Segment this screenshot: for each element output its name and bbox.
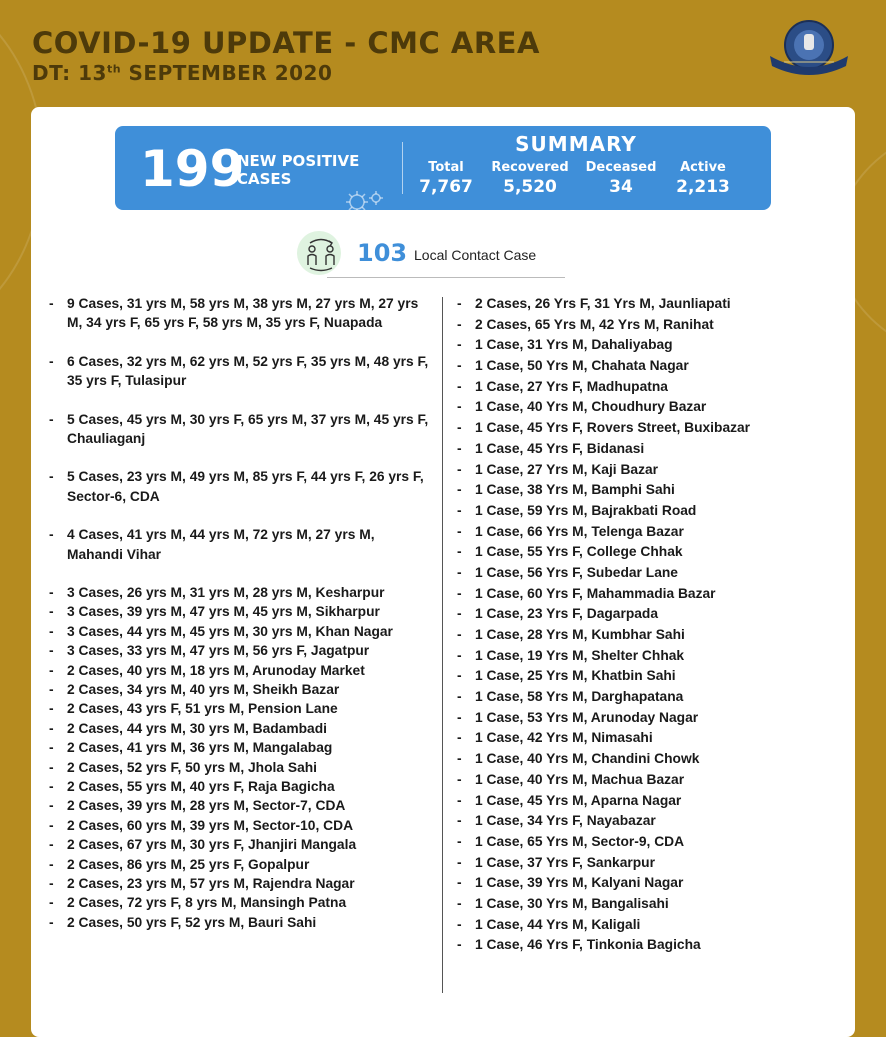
stat-total-label: Total [428,160,464,175]
list-item: - 1 Case, 38 Yrs M, Bamphi Sahi [455,480,851,501]
list-item: - 1 Case, 40 Yrs M, Choudhury Bazar [455,397,851,418]
new-positive-count: 199 [140,140,245,198]
list-item: - 5 Cases, 45 yrs M, 30 yrs F, 65 yrs M, 37 yrs M, 45 yrs F, Chauliaganj [47,410,433,449]
list-item: - 1 Case, 28 Yrs M, Kumbhar Sahi [455,625,851,646]
list-item: - 3 Cases, 39 yrs M, 47 yrs M, 45 yrs M, Sikharpur [47,602,433,621]
virus-icon [341,186,387,216]
new-positive-label: NEW POSITIVE CASES [237,152,360,188]
list-item: - 2 Cases, 67 yrs M, 30 yrs F, Jhanjiri Mangala [47,835,433,854]
right-case-list [455,294,851,956]
list-item: - 2 Cases, 65 Yrs M, 42 Yrs M, Ranihat [455,315,851,336]
list-item: - 9 Cases, 31 yrs M, 58 yrs M, 38 yrs M, 27 yrs M, 27 yrs M, 34 yrs F, 65 yrs F, 58 yrs M, 35 yrs F, Nuapada [47,294,433,333]
local-contact-underline [327,277,565,278]
date-suffix-ordinal: th [106,62,122,76]
list-item: - 2 Cases, 50 yrs F, 52 yrs M, Bauri Sahi [47,913,433,932]
cmc-logo-icon [768,18,850,76]
list-item: - 5 Cases, 23 yrs M, 49 yrs M, 85 yrs F, 44 yrs F, 26 yrs F, Sector-6, CDA [47,467,433,506]
stat-active-value: 2,213 [676,177,730,197]
list-item: - 1 Case, 40 Yrs M, Chandini Chowk [455,749,851,770]
list-item: - 1 Case, 55 Yrs F, College Chhak [455,542,851,563]
list-item: - 1 Case, 58 Yrs M, Darghapatana [455,687,851,708]
stat-recovered-label: Recovered [491,160,569,175]
list-item: - 6 Cases, 32 yrs M, 62 yrs M, 52 yrs F, 35 yrs M, 48 yrs F, 35 yrs F, Tulasipur [47,352,433,391]
list-item: - 1 Case, 23 Yrs F, Dagarpada [455,604,851,625]
content-card [31,107,855,1037]
stat-total [415,160,477,197]
list-item: - 2 Cases, 43 yrs F, 51 yrs M, Pension Lane [47,699,433,718]
local-contact-header [297,229,567,279]
list-item: - 3 Cases, 44 yrs M, 45 yrs M, 30 yrs M, Khan Nagar [47,622,433,641]
list-item: - 1 Case, 60 Yrs F, Mahammadia Bazar [455,584,851,605]
stat-active [669,160,737,197]
list-item: - 2 Cases, 41 yrs M, 36 yrs M, Mangalabag [47,738,433,757]
left-case-list [47,294,433,932]
list-item: - 1 Case, 45 Yrs F, Rovers Street, Buxibazar [455,418,851,439]
summary-banner [115,126,771,210]
list-item: - 1 Case, 65 Yrs M, Sector-9, CDA [455,832,851,853]
stat-total-value: 7,767 [419,177,473,197]
list-item: - 1 Case, 27 Yrs F, Madhupatna [455,377,851,398]
banner-divider [402,142,403,194]
list-item: - 3 Cases, 33 yrs M, 47 yrs M, 56 yrs F, Jagatpur [47,641,433,660]
list-item: - 1 Case, 66 Yrs M, Telenga Bazar [455,522,851,543]
list-item: - 1 Case, 19 Yrs M, Shelter Chhak [455,646,851,667]
column-divider [442,297,443,993]
list-item: - 2 Cases, 40 yrs M, 18 yrs M, Arunoday Market [47,661,433,680]
list-item: - 4 Cases, 41 yrs M, 44 yrs M, 72 yrs M, 27 yrs M, Mahandi Vihar [47,525,433,564]
list-item: - 1 Case, 59 Yrs M, Bajrakbati Road [455,501,851,522]
list-item: - 1 Case, 27 Yrs M, Kaji Bazar [455,460,851,481]
stat-deceased-value: 34 [609,177,633,197]
list-item: - 1 Case, 46 Yrs F, Tinkonia Bagicha [455,935,851,956]
list-item: - 2 Cases, 60 yrs M, 39 yrs M, Sector-10, CDA [47,816,433,835]
list-item: - 1 Case, 45 Yrs F, Bidanasi [455,439,851,460]
list-item: - 2 Cases, 55 yrs M, 40 yrs F, Raja Bagicha [47,777,433,796]
list-item: - 1 Case, 37 Yrs F, Sankarpur [455,853,851,874]
list-item: - 1 Case, 53 Yrs M, Arunoday Nagar [455,708,851,729]
local-contact-label: Local Contact Case [414,247,537,263]
list-item: - 2 Cases, 72 yrs F, 8 yrs M, Mansingh Patna [47,893,433,912]
list-item: - 1 Case, 40 Yrs M, Machua Bazar [455,770,851,791]
list-item: - 1 Case, 25 Yrs M, Khatbin Sahi [455,666,851,687]
stat-recovered [485,160,575,197]
list-item: - 2 Cases, 39 yrs M, 28 yrs M, Sector-7, CDA [47,796,433,815]
list-item: - 3 Cases, 26 yrs M, 31 yrs M, 28 yrs M, Kesharpur [47,583,433,602]
list-item: - 2 Cases, 52 yrs F, 50 yrs M, Jhola Sahi [47,758,433,777]
list-item: - 1 Case, 34 Yrs F, Nayabazar [455,811,851,832]
list-item: - 1 Case, 39 Yrs M, Kalyani Nagar [455,873,851,894]
list-item: - 1 Case, 30 Yrs M, Bangalisahi [455,894,851,915]
list-item: - 1 Case, 42 Yrs M, Nimasahi [455,728,851,749]
stat-deceased-label: Deceased [585,160,657,175]
date-month-year: SEPTEMBER 2020 [121,61,333,85]
people-contact-icon [301,235,341,275]
list-item: - 2 Cases, 23 yrs M, 57 yrs M, Rajendra Nagar [47,874,433,893]
summary-heading: SUMMARY [515,132,637,156]
list-item: - 1 Case, 45 Yrs M, Aparna Nagar [455,791,851,812]
list-item: - 2 Cases, 26 Yrs F, 31 Yrs M, Jaunliapati [455,294,851,315]
report-date [32,61,332,85]
local-contact-count: 103 [357,239,408,267]
list-item: - 1 Case, 50 Yrs M, Chahata Nagar [455,356,851,377]
stat-deceased [581,160,661,197]
list-item: - 2 Cases, 86 yrs M, 25 yrs F, Gopalpur [47,855,433,874]
page-title: COVID-19 UPDATE - CMC AREA [32,26,540,60]
stat-active-label: Active [680,160,726,175]
list-item: - 1 Case, 56 Yrs F, Subedar Lane [455,563,851,584]
list-item: - 1 Case, 31 Yrs M, Dahaliyabag [455,335,851,356]
date-prefix: DT: 13 [32,61,107,85]
list-item: - 2 Cases, 34 yrs M, 40 yrs M, Sheikh Bazar [47,680,433,699]
stat-recovered-value: 5,520 [503,177,557,197]
list-item: - 1 Case, 44 Yrs M, Kaligali [455,915,851,936]
list-item: - 2 Cases, 44 yrs M, 30 yrs M, Badambadi [47,719,433,738]
